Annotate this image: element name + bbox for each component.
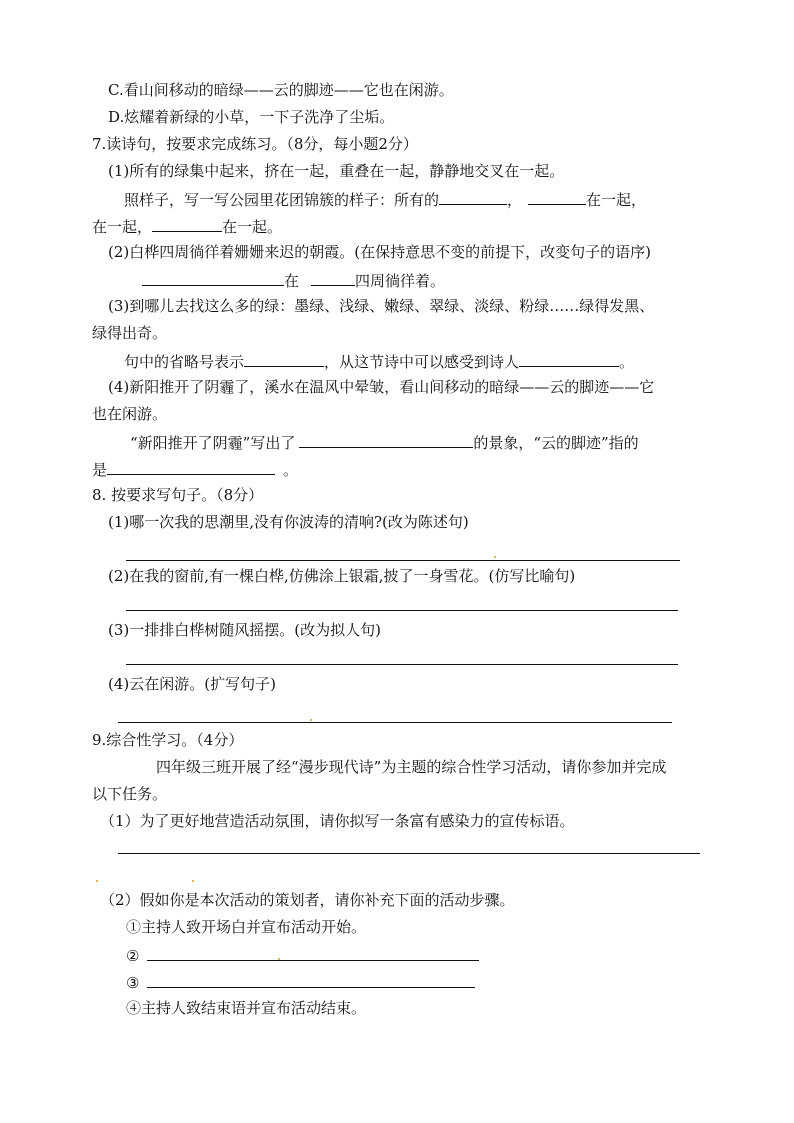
prompt-text: ，从这节诗中可以感受到诗人 — [324, 353, 520, 371]
question-7-1-sentence: (1)所有的绿集中起来，挤在一起，重叠在一起，静静地交叉在一起。 — [108, 162, 565, 180]
question-7-2-sentence: (2)白桦四周徜徉着姗姗来迟的朝霞。(在保持意思不变的前提下，改变句子的语序) — [108, 243, 651, 261]
prompt-text: 是 — [92, 461, 108, 479]
answer-line[interactable] — [118, 853, 700, 854]
answer-blank[interactable] — [439, 188, 507, 205]
answer-blank[interactable] — [519, 350, 619, 367]
question-8-3: (3)一排排白桦树随风摇摆。(改为拟人句) — [108, 621, 381, 639]
answer-blank[interactable] — [142, 269, 284, 286]
prompt-text: 四周徜徉着。 — [355, 272, 446, 290]
prompt-text: 在一起。 — [222, 218, 283, 236]
answer-line[interactable] — [126, 664, 678, 665]
prompt-text: 照样子，写一写公园里花团锦簇的样子：所有的 — [124, 191, 440, 209]
prompt-text: 在 — [284, 272, 300, 290]
step-3 — [126, 971, 475, 991]
prompt-text: 在一起， — [586, 191, 647, 209]
question-8-1: (1)哪一次我的思潮里,没有你波涛的清响?(改为陈述句) — [108, 513, 469, 531]
question-9-2: （2）假如你是本次活动的策划者，请你补充下面的活动步骤。 — [100, 891, 515, 909]
answer-blank[interactable] — [528, 188, 586, 205]
answer-line[interactable] — [126, 610, 678, 611]
question-9-intro-cont: 以下任务。 — [92, 785, 168, 803]
question-7-3-prompt — [124, 350, 634, 370]
speck — [494, 556, 496, 558]
prompt-text: “新阳推开了阴霾”写出了 — [130, 434, 296, 452]
prompt-text: 的景象，“云的脚迹”指的 — [473, 434, 639, 452]
question-9-1: （1）为了更好地营造活动氛围，请你拟写一条富有感染力的宣传标语。 — [100, 812, 575, 830]
speck — [310, 719, 312, 721]
prompt-text: 句中的省略号表示 — [124, 353, 245, 371]
speck — [278, 958, 280, 960]
question-9-intro: 四年级三班开展了经“漫步现代诗”为主题的综合性学习活动，请你参加并完成 — [156, 758, 667, 776]
separator-text: ， — [507, 191, 523, 209]
question-8-2: (2)在我的窗前,有一棵白桦,仿佛涂上银霜,披了一身雪花。(仿写比喻句) — [108, 567, 576, 585]
question-8-title: 8. 按要求写句子。（8分） — [92, 486, 264, 504]
answer-line[interactable] — [118, 722, 672, 723]
prompt-text: 。 — [619, 353, 635, 371]
question-7-4-sentence: (4)新阳推开了阴霾了，溪水在温风中晕皱，看山间移动的暗绿——云的脚迹——它 — [108, 378, 655, 396]
answer-line[interactable] — [126, 560, 680, 561]
question-8-4: (4)云在闲游。(扩写句子) — [108, 675, 276, 693]
answer-blank[interactable] — [244, 350, 324, 367]
option-d: D.炫耀着新绿的小草，一下子洗净了尘垢。 — [108, 108, 395, 126]
prompt-text: 在一起， — [92, 218, 153, 236]
answer-blank[interactable] — [107, 458, 275, 475]
step-marker: ③ — [126, 974, 140, 992]
speck — [192, 880, 194, 882]
speck — [96, 880, 98, 882]
answer-blank[interactable] — [152, 215, 222, 232]
prompt-text: 。 — [283, 461, 299, 479]
question-7-3-sentence-cont: 绿得出奇。 — [92, 324, 168, 342]
question-7-3-sentence: (3)到哪儿去找这么多的绿：墨绿、浅绿、嫩绿、翠绿、淡绿、粉绿……绿得发黑、 — [108, 297, 655, 315]
option-c: C.看山间移动的暗绿——云的脚迹——它也在闲游。 — [108, 81, 454, 99]
question-7-1-prompt-cont — [92, 215, 282, 235]
step-marker: ② — [126, 947, 140, 965]
question-7-1-prompt — [124, 188, 646, 208]
question-9-title: 9.综合性学习。（4分） — [92, 731, 244, 749]
answer-blank[interactable] — [299, 431, 473, 448]
question-7-4-sentence-cont: 也在闲游。 — [92, 405, 168, 423]
step-2 — [126, 944, 479, 964]
answer-blank[interactable] — [147, 944, 479, 961]
step-1: ①主持人致开场白并宣布活动开始。 — [126, 918, 367, 936]
question-7-4-prompt-cont — [92, 458, 298, 478]
question-7-2-answer — [142, 269, 445, 289]
step-4: ④主持人致结束语并宣布活动结束。 — [126, 999, 367, 1017]
question-7-title: 7.读诗句，按要求完成练习。（8分，每小题2分） — [92, 135, 418, 153]
answer-blank[interactable] — [147, 971, 475, 988]
answer-blank[interactable] — [311, 269, 355, 286]
question-7-4-prompt — [130, 431, 639, 451]
